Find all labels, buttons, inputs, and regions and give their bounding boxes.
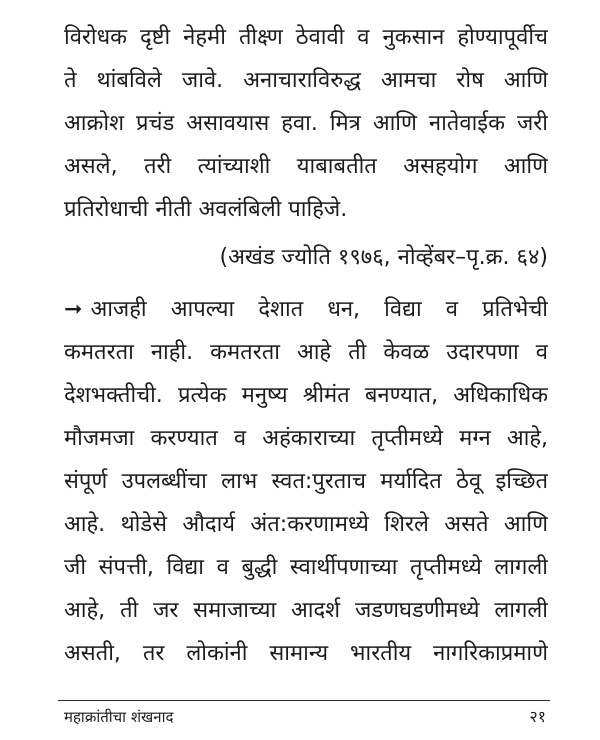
page-number: २१ [529,707,546,726]
paragraph-1-line-5: प्रतिरोधाची नीती अवलंबिली पाहिजे. [64,197,348,222]
paragraph-2-line-5: संपूर्ण उपलब्धींचा लाभ स्वत:पुरताच मर्यादित ठेवू इच्छित [64,469,548,494]
paragraph-2-line-9: असती, तर लोकांनी सामान्य भारतीय नागरिकाप्रमाणे [64,641,548,666]
arrow-right-icon: ➞ [64,297,83,322]
footer-divider [58,700,550,701]
paragraph-2-line-4: मौजमजा करण्यात व अहंकाराच्या तृप्तीमध्ये मग्न आहे, [64,426,548,451]
paragraph-2-line-1-text: आजही आपल्या देशात धन, विद्या व प्रतिभेची [90,297,548,322]
paragraph-1-line-2: ते थांबविले जावे. अनाचाराविरुद्ध आमचा रोष आणि [64,68,548,93]
paragraph-2-line-7: जी संपत्ती, विद्या व बुद्धी स्वार्थीपणाच्या तृप्तीमध्ये लागली [64,555,548,580]
paragraph-1-line-4: असले, तरी त्यांच्याशी याबाबतीत असहयोग आणि [64,154,548,179]
paragraph-2-line-3: देशभक्तीची. प्रत्येक मनुष्य श्रीमंत बनण्यात, अधिकाधिक [64,383,548,408]
paragraph-2-line-8: आहे, ती जर समाजाच्या आदर्श जडणघडणीमध्ये लागली [64,598,548,623]
paragraph-2-line-2: कमतरता नाही. कमतरता आहे ती केवळ उदारपणा व [64,340,548,365]
footer-book-title: महाक्रांतीचा शंखनाद [64,708,174,726]
paragraph-2-line-1 [64,290,548,330]
paragraph-1-line-3: आक्रोश प्रचंड असावयास हवा. मित्र आणि नातेवाईक जरी [64,111,548,136]
citation: (अखंड ज्योति १९७६, नोव्हेंबर–पृ.क्र. ६४) [219,245,548,270]
paragraph-2-line-6: आहे. थोडेसे औदार्य अंत:करणामध्ये शिरले असते आणि [64,512,548,537]
paragraph-1-line-1: विरोधक दृष्टी नेहमी तीक्ष्ण ठेवावी व नुकसान होण्यापूर्वीच [64,25,548,50]
